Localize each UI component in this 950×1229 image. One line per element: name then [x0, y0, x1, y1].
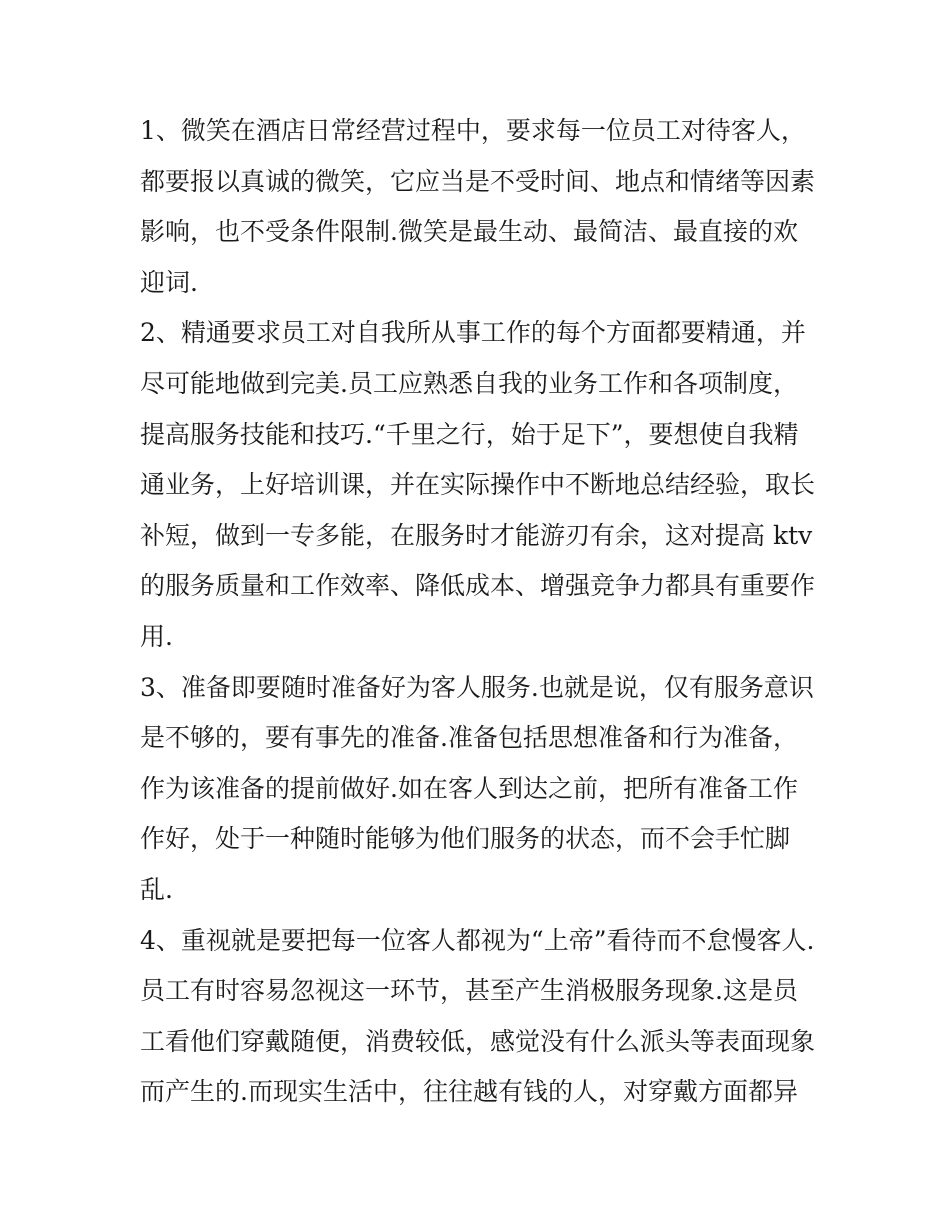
text-line: 作为该准备的提前做好.如在客人到达之前，把所有准备工作: [140, 773, 798, 803]
text-line: 的服务质量和工作效率、降低成本、增强竞争力都具有重要作: [140, 571, 816, 601]
text-line: 补短，做到一专多能，在服务时才能游刃有余，这对提高 ktv: [140, 520, 813, 550]
text-line: 提高服务技能和技巧.“千里之行，始于足下”，要想使自我精: [140, 419, 799, 449]
text-line: 工看他们穿戴随便，消费较低，感觉没有什么派头等表面现象: [140, 1026, 816, 1056]
text-line: 影响，也不受条件限制.微笑是最生动、最简洁、最直接的欢: [140, 217, 798, 247]
text-line: 通业务，上好培训课，并在实际操作中不断地总结经验，取长: [140, 470, 816, 500]
text-line: 2、精通要求员工对自我所从事工作的每个方面都要精通，并: [140, 318, 806, 348]
text-line: 用.: [140, 621, 173, 651]
text-line: 是不够的，要有事先的准备.准备包括思想准备和行为准备，: [140, 723, 798, 753]
text-line: 乱.: [140, 874, 173, 904]
document-body: [140, 106, 820, 1118]
text-line: 4、重视就是要把每一位客人都视为“上帝”看待而不怠慢客人.: [140, 925, 815, 955]
text-line: 尽可能地做到完美.员工应熟悉自我的业务工作和各项制度，: [140, 368, 798, 398]
text-line: 而产生的.而现实生活中，往往越有钱的人，对穿戴方面都异: [140, 1077, 798, 1107]
text-line: 3、准备即要随时准备好为客人服务.也就是说，仅有服务意识: [140, 672, 814, 702]
text-line: 都要报以真诚的微笑，它应当是不受时间、地点和情绪等因素: [140, 166, 816, 196]
text-line: 1、微笑在酒店日常经营过程中，要求每一位员工对待客人，: [140, 116, 806, 145]
text-line: 员工有时容易忽视这一环节，甚至产生消极服务现象.这是员: [140, 976, 798, 1006]
text-line: 迎词.: [140, 267, 198, 297]
text-line: 作好，处于一种随时能够为他们服务的状态，而不会手忙脚: [140, 824, 791, 854]
